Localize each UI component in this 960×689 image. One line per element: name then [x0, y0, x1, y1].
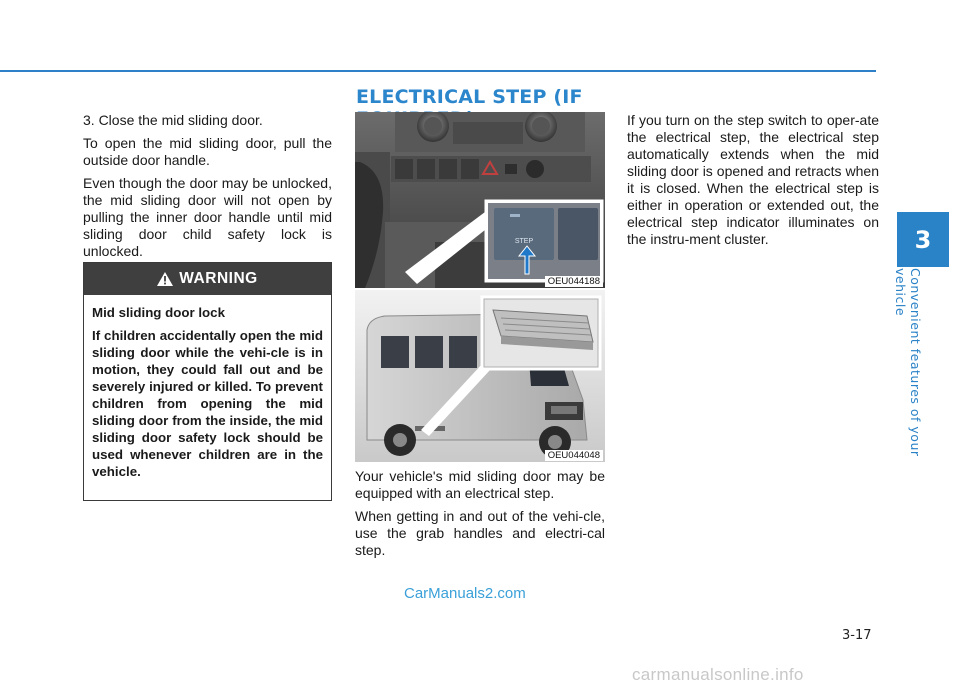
section-title: ELECTRICAL STEP (IF: [356, 86, 583, 108]
right-column: [627, 112, 879, 254]
warning-text: If children accidentally open the mid sliding door while the vehi-cle is in motion, they could fall out and be severely injured or killed. To prevent children from opening the mid sliding door from the inside, the mid sliding door safety lock should be used whenever children are in the vehicle.: [92, 328, 323, 479]
warning-box: [83, 262, 332, 501]
figure-van-step: [355, 290, 605, 462]
step-button-label: STEP: [514, 238, 534, 245]
paragraph: Your vehicle's mid sliding door may be equipped with an electrical step.: [355, 468, 605, 501]
warning-body: [84, 295, 331, 480]
figure-step-switch: [355, 112, 605, 288]
paragraph: If you turn on the step switch to oper-ate the electrical step, the electrical step automatically extends when the mid sliding door is opened and retracts when it is closed. When the electrical step is either in operation or extended out, the electrical step indicator illuminates on the instru-ment cluster.: [627, 112, 879, 247]
page-number: 3-17: [842, 628, 872, 643]
top-rule: [0, 70, 876, 72]
paragraph: Even though the door may be unlocked, the mid sliding door will not open by pulling the inner door handle until mid sliding door child safety lock is unlocked.: [83, 175, 332, 259]
chapter-title: Convenient features of your vehicle: [893, 268, 923, 457]
left-column: [83, 112, 332, 266]
footer-watermark: carmanualsonline.info: [632, 665, 804, 684]
paragraph: 3. Close the mid sliding door.: [83, 112, 263, 128]
warning-header: [84, 263, 331, 295]
chapter-number-tab: 3: [897, 212, 949, 267]
warning-label: WARNING: [179, 270, 258, 287]
paragraph: When getting in and out of the vehi-cle, use the grab handles and electri-cal step.: [355, 508, 605, 558]
dashboard-illustration: [355, 112, 605, 288]
paragraph: To open the mid sliding door, pull the outside door handle.: [83, 135, 332, 168]
warning-triangle-icon: [157, 272, 173, 286]
warning-heading: Mid sliding door lock: [92, 305, 225, 320]
figure-code: OEU044048: [545, 450, 603, 461]
van-illustration: [355, 290, 605, 462]
middle-column: [355, 468, 605, 565]
watermark-link[interactable]: CarManuals2.com: [404, 585, 526, 602]
figure-code: OEU044188: [545, 276, 603, 287]
